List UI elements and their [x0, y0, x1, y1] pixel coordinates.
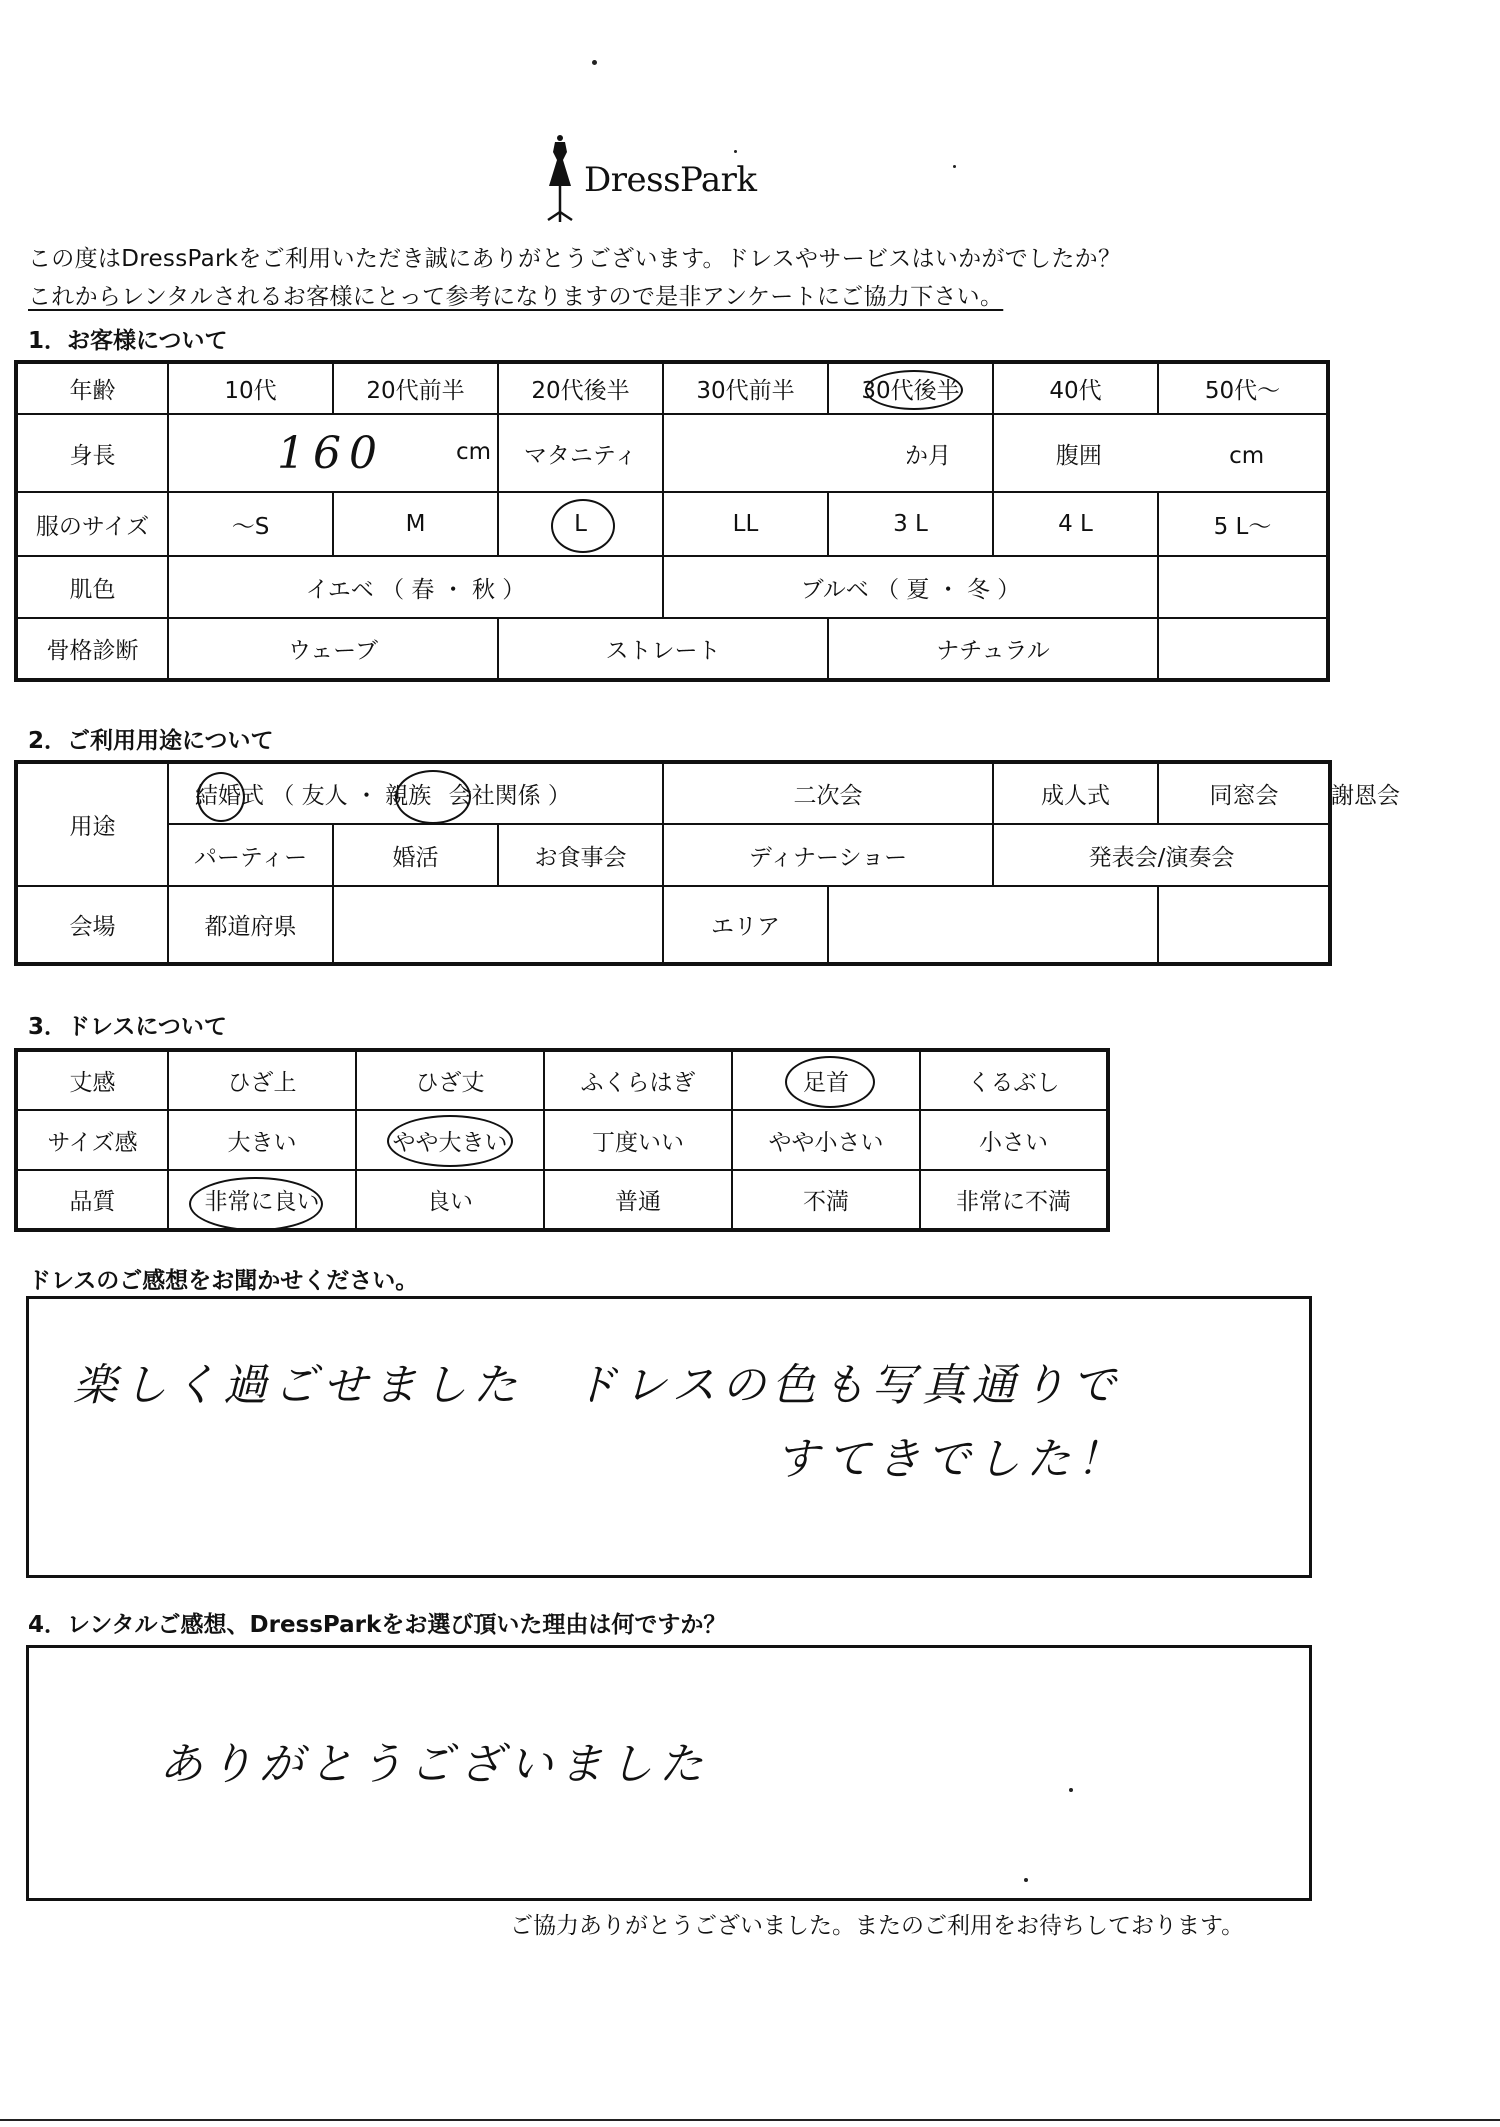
- quality-option[interactable]: 良い: [356, 1170, 544, 1230]
- fit-row: [16, 1110, 1108, 1170]
- size-option[interactable]: LL: [663, 492, 828, 556]
- age-label: 年齢: [16, 362, 168, 414]
- size-option-label: L: [574, 511, 587, 537]
- wedding-sub-option-selected[interactable]: 親族: [385, 783, 432, 809]
- size-option[interactable]: 5 L〜: [1158, 492, 1328, 556]
- months-unit: か月: [905, 442, 951, 469]
- fit-label: サイズ感: [16, 1110, 168, 1170]
- body-type-option[interactable]: ウェーブ: [168, 618, 498, 680]
- height-row: [16, 414, 1328, 492]
- length-option[interactable]: ひざ丈: [356, 1050, 544, 1110]
- age-option[interactable]: 50代〜: [1158, 362, 1328, 414]
- waist-field[interactable]: [993, 414, 1328, 492]
- reason-answer-box[interactable]: [26, 1645, 1312, 1901]
- age-option[interactable]: 10代: [168, 362, 333, 414]
- height-label: 身長: [16, 414, 168, 492]
- intro-line-1: この度はDressParkをご利用いただき誠にありがとうございます。ドレスやサービスはいかがでしたか？: [28, 246, 1122, 272]
- wedding-sub-option[interactable]: 会社関係: [448, 783, 541, 809]
- empty-cell: [1158, 886, 1330, 964]
- body-type-option[interactable]: ストレート: [498, 618, 828, 680]
- bottom-rule: [0, 2119, 1500, 2121]
- purpose-option[interactable]: パーティー: [168, 824, 333, 886]
- paren-close: ）: [547, 783, 571, 809]
- wedding-label: 結婚式: [195, 783, 264, 809]
- section-2-title: 2．ご利用用途について: [28, 728, 274, 754]
- quality-option[interactable]: 非常に不満: [920, 1170, 1108, 1230]
- skin-label: 肌色: [16, 556, 168, 618]
- area-field[interactable]: [828, 886, 1158, 964]
- fit-option[interactable]: やや小さい: [732, 1110, 920, 1170]
- dress-table: [14, 1048, 1110, 1232]
- scan-dot: [1069, 1788, 1073, 1792]
- dress-mannequin-icon: [540, 132, 580, 224]
- purpose-option[interactable]: 発表会/演奏会: [993, 824, 1330, 886]
- feedback-answer-box[interactable]: [26, 1296, 1312, 1578]
- height-value: 160: [277, 427, 385, 479]
- length-option[interactable]: ふくらはぎ: [544, 1050, 732, 1110]
- scan-dot: [592, 60, 597, 65]
- maternity-months-field[interactable]: [663, 414, 993, 492]
- purpose-option[interactable]: 成人式: [993, 762, 1158, 824]
- waist-label: 腹囲: [1055, 442, 1102, 469]
- area-label: エリア: [663, 886, 828, 964]
- skin-row: [16, 556, 1328, 618]
- empty-cell: [1158, 556, 1328, 618]
- age-option[interactable]: 20代前半: [333, 362, 498, 414]
- feedback-answer-line-1: 楽しく過ごせました ドレスの色も写真通りで: [73, 1360, 1122, 1411]
- length-row: [16, 1050, 1108, 1110]
- fit-option[interactable]: 大きい: [168, 1110, 356, 1170]
- body-type-row: [16, 618, 1328, 680]
- age-option[interactable]: 30代前半: [663, 362, 828, 414]
- maternity-label: マタニティ: [498, 414, 663, 492]
- intro-line-2: これからレンタルされるお客様にとって参考になりますので是非アンケートにご協力下さい。: [28, 284, 1004, 310]
- feedback-question: ドレスのご感想をお聞かせください。: [28, 1268, 419, 1294]
- age-option[interactable]: 40代: [993, 362, 1158, 414]
- age-row: [16, 362, 1328, 414]
- purpose-row-1: 用途 結婚式 （ 友人 ・ 親族 会社関係 ） 二次会 成人式 同窓会 謝恩会: [16, 762, 1330, 824]
- age-option-label: 30代後半: [861, 378, 960, 404]
- section-3-title: 3．ドレスについて: [28, 1014, 227, 1040]
- reason-answer: ありがとうございました: [159, 1739, 709, 1790]
- section-1-title: 1．お客様について: [28, 328, 228, 354]
- height-field[interactable]: [168, 414, 498, 492]
- wedding-option[interactable]: [168, 762, 663, 824]
- purpose-label: 用途: [16, 762, 168, 886]
- length-option-label: 足首: [803, 1070, 849, 1096]
- separator: ・: [354, 783, 378, 809]
- section-4-title: 4．レンタルご感想、DressParkをお選び頂いた理由は何ですか？: [28, 1612, 727, 1638]
- waist-unit: cm: [1229, 442, 1265, 469]
- skin-yellow-option[interactable]: イエベ （ 春 ・ 秋 ）: [168, 556, 663, 618]
- purpose-option[interactable]: 二次会: [663, 762, 993, 824]
- size-option[interactable]: 4 L: [993, 492, 1158, 556]
- body-type-option[interactable]: ナチュラル: [828, 618, 1158, 680]
- empty-cell: [1158, 618, 1328, 680]
- quality-option[interactable]: 不満: [732, 1170, 920, 1230]
- length-label: 丈感: [16, 1050, 168, 1110]
- quality-label: 品質: [16, 1170, 168, 1230]
- age-option-selected[interactable]: [828, 362, 993, 414]
- feedback-answer-line-2: すてきでした！: [775, 1434, 1127, 1485]
- purpose-option[interactable]: 同窓会: [1158, 762, 1330, 824]
- purpose-row-2: [16, 824, 1330, 886]
- fit-option[interactable]: 丁度いい: [544, 1110, 732, 1170]
- height-unit: cm: [455, 439, 491, 465]
- quality-row: [16, 1170, 1108, 1230]
- size-option[interactable]: M: [333, 492, 498, 556]
- wedding-sub-option[interactable]: 友人: [301, 783, 348, 809]
- size-row: [16, 492, 1328, 556]
- skin-blue-option[interactable]: ブルベ （ 夏 ・ 冬 ）: [663, 556, 1158, 618]
- size-option[interactable]: 3 L: [828, 492, 993, 556]
- length-option[interactable]: くるぶし: [920, 1050, 1108, 1110]
- venue-label: 会場: [16, 886, 168, 964]
- body-type-label: 骨格診断: [16, 618, 168, 680]
- purpose-option[interactable]: ディナーショー: [663, 824, 993, 886]
- size-label: 服のサイズ: [16, 492, 168, 556]
- closing-message: ご協力ありがとうございました。またのご利用をお待ちしております。: [510, 1913, 1245, 1939]
- size-option-selected[interactable]: [498, 492, 663, 556]
- paren-open: （: [271, 783, 295, 809]
- usage-table: [14, 760, 1400, 966]
- scan-dot: [953, 165, 956, 168]
- fit-option-selected[interactable]: [356, 1110, 544, 1170]
- logo-text: DressPark: [584, 160, 757, 200]
- venue-row: [16, 886, 1330, 964]
- quality-option[interactable]: 普通: [544, 1170, 732, 1230]
- quality-option-selected[interactable]: [168, 1170, 356, 1230]
- quality-option-label: 非常に良い: [204, 1189, 320, 1215]
- age-option[interactable]: 20代後半: [498, 362, 663, 414]
- length-option[interactable]: ひざ上: [168, 1050, 356, 1110]
- purpose-option[interactable]: 婚活: [333, 824, 498, 886]
- scan-dot: [1024, 1878, 1028, 1882]
- customer-info-table: [14, 360, 1330, 682]
- prefecture-field[interactable]: [333, 886, 663, 964]
- purpose-option[interactable]: お食事会: [498, 824, 663, 886]
- scan-dot: [734, 150, 737, 153]
- fit-option-label: やや大きい: [392, 1129, 508, 1156]
- fit-option[interactable]: 小さい: [920, 1110, 1108, 1170]
- length-option-selected[interactable]: [732, 1050, 920, 1110]
- size-option[interactable]: 〜S: [168, 492, 333, 556]
- prefecture-label: 都道府県: [168, 886, 333, 964]
